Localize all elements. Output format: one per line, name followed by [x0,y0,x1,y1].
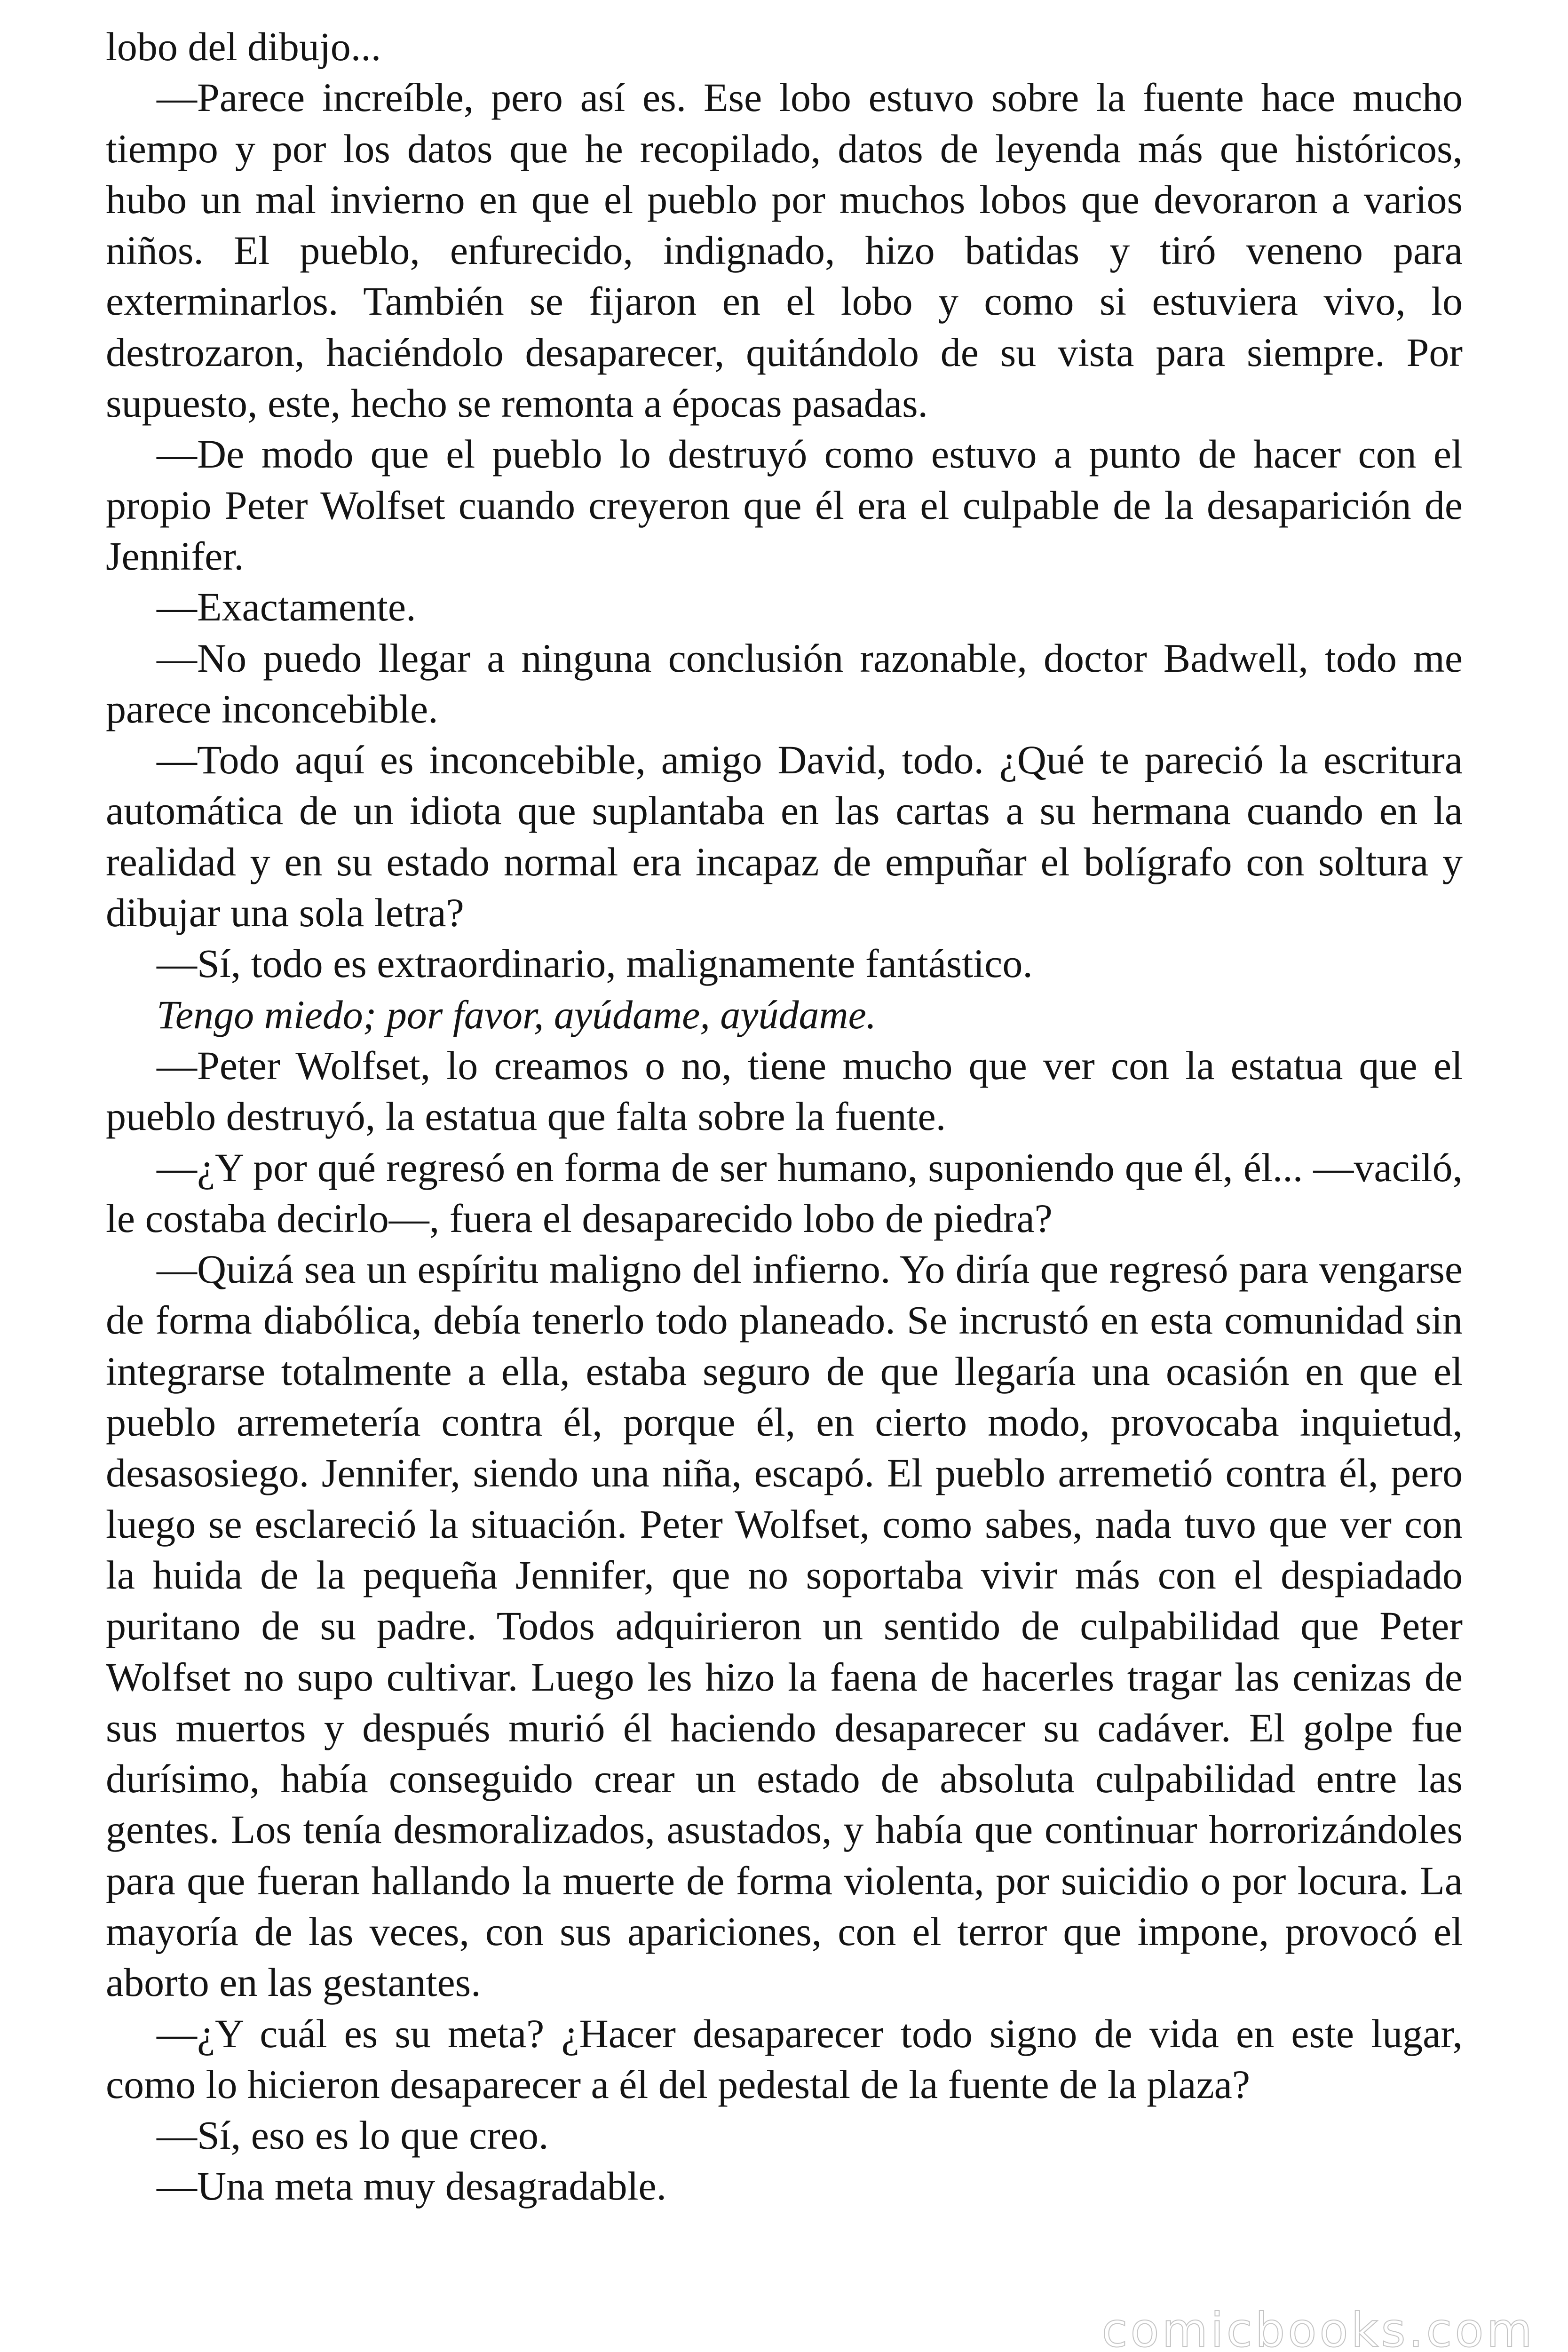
paragraph: Tengo miedo; por favor, ayúdame, ayúdame. [157,992,877,1037]
book-page-text [106,21,1463,2212]
paragraph: lobo del dibujo... [106,24,381,69]
paragraph: —Una meta muy desagradable. [157,2163,667,2209]
paragraph: —Peter Wolfset, lo creamos o no, tiene mucho que ver con la estatua que el pueblo destruyó, la estatua que falta sobre la fuente. [106,1042,1463,1139]
paragraph: —Sí, todo es extraordinario, malignamente fantástico. [157,941,1033,986]
paragraph: —¿Y por qué regresó en forma de ser humano, suponiendo que él, él... —vaciló, le costaba decirlo—, fuera el desaparecido lobo de piedra? [106,1144,1463,1241]
paragraph: —Sí, eso es lo que creo. [157,2113,549,2158]
paragraph: —No puedo llegar a ninguna conclusión razonable, doctor Badwell, todo me parece inconcebible. [106,635,1463,731]
paragraph: —Quizá sea un espíritu maligno del infierno. Yo diría que regresó para vengarse de forma diabólica, debía tenerlo todo planeado. Se incrustó en esta comunidad sin integrarse totalmente a ella, estaba seguro de que llegaría una ocasión en que el pueblo arremetería contra él, porque él, en cierto modo, provocaba inquietud, desasosiego. Jennifer, siendo una niña, escapó. El pueblo arremetió contra él, pero luego se esclareció la situación. Peter Wolfset, como sabes, nada tuvo que ver con la huida de la pequeña Jennifer, que no soportaba vivir más con el despiadado puritano de su padre. Todos adquirieron un sentido de culpabilidad que Peter Wolfset no supo cultivar. Luego les hizo la faena de hacerles tragar las cenizas de sus muertos y después murió él haciendo desaparecer su cadáver. El golpe fue durísimo, había conseguido crear un estado de absoluta culpabilidad entre las gentes. Los tenía desmoralizados, asustados, y había que continuar horrorizándoles para que fueran hallando la muerte de forma violenta, por suicidio o por locura. La mayoría de las veces, con sus apariciones, con el terror que impone, provocó el aborto en las gestantes. [106,1247,1463,2005]
paragraph: —De modo que el pueblo lo destruyó como estuvo a punto de hacer con el propio Peter Wolfset cuando creyeron que él era el culpable de la desaparición de Jennifer. [106,431,1463,579]
site-watermark: comicbooks.com [1101,2303,1535,2352]
paragraph: —Exactamente. [157,584,416,630]
paragraph: —Todo aquí es inconcebible, amigo David, todo. ¿Qué te pareció la escritura automática de un idiota que suplantaba en las cartas a su hermana cuando en la realidad y en su estado normal era incapaz de empuñar el bolígrafo con soltura y dibujar una sola letra? [106,737,1463,936]
paragraph: —¿Y cuál es su meta? ¿Hacer desaparecer todo signo de vida en este lugar, como lo hicieron desaparecer a él del pedestal de la fuente de la plaza? [106,2010,1463,2107]
paragraph: —Parece increíble, pero así es. Ese lobo estuvo sobre la fuente hace mucho tiempo y por los datos que he recopilado, datos de leyenda más que históricos, hubo un mal invierno en que el pueblo por muchos lobos que devoraron a varios niños. El pueblo, enfurecido, indignado, hizo batidas y tiró veneno para exterminarlos. También se fijaron en el lobo y como si estuviera vivo, lo destrozaron, haciéndolo desaparecer, quitándolo de su vista para siempre. Por supuesto, este, hecho se remonta a épocas pasadas. [106,75,1463,426]
